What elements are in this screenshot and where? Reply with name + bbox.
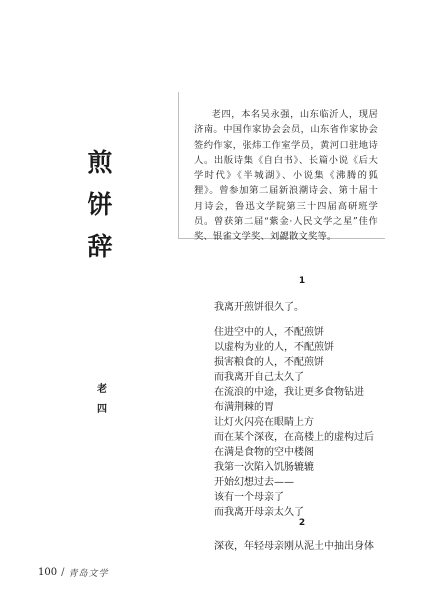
title-char: 煎 — [87, 148, 113, 177]
poem-title — [80, 142, 120, 268]
poem-line: 布满荆棘的胃 — [214, 402, 274, 413]
poem-line: 而我离开母亲太久了 — [214, 507, 304, 518]
poem-line: 而我离开自己太久了 — [214, 372, 304, 383]
author-name — [92, 380, 112, 420]
poem-line: 深夜，年轻母亲刚从泥土中抽出身体 — [214, 541, 374, 552]
page-number: 100 — [38, 567, 58, 578]
poem-line: 损害粮食的人，不配煎饼 — [214, 357, 324, 368]
section-number: 2 — [298, 518, 306, 528]
poem-line: 该有一个母亲了 — [214, 492, 284, 503]
poem-line: 在流浪的中途，我让更多食物钻进 — [214, 387, 364, 398]
poem-line: 我离开煎饼很久了。 — [214, 302, 304, 313]
title-char: 辞 — [87, 232, 113, 261]
author-bio: 老四，本名吴永强，山东临沂人，现居济南。中国作家协会会员，山东省作家协会签约作家，张炜工作室学员，黄河口驻地诗人。出版诗集《自白书》、长篇小说《后大学时代》《半城湖》、小说集《沸腾的狐狸》。曾参加第二届新浪潮诗会、第十届十月诗会，鲁迅文学院第三十四届高研班学员。曾获第二届“紫金·人民文学之星”佳作奖、银雀文学奖、刘勰散文奖等。 — [194, 109, 378, 243]
journal-logo: 青岛文学 — [68, 569, 109, 579]
poem-line: 而在某个深夜，在高楼上的虚构过后 — [214, 432, 374, 443]
author-char: 老 — [97, 384, 107, 395]
title-char: 饼 — [87, 190, 113, 219]
section-number: 1 — [298, 276, 306, 286]
poem-line: 住进空中的人，不配煎饼 — [214, 327, 324, 338]
poem-line: 在满是食物的空中楼阁 — [214, 447, 314, 458]
footer-separator: / — [61, 567, 65, 578]
poem-line: 开始幻想过去—— — [214, 477, 294, 488]
page-footer — [38, 566, 108, 579]
poem-line: 让灯火闪亮在眼睛上方 — [214, 417, 314, 428]
poem-line: 以虚构为业的人，不配煎饼 — [214, 342, 334, 353]
author-char: 四 — [97, 404, 107, 415]
poem-line: 我第一次陷入饥肠辘辘 — [214, 462, 314, 473]
